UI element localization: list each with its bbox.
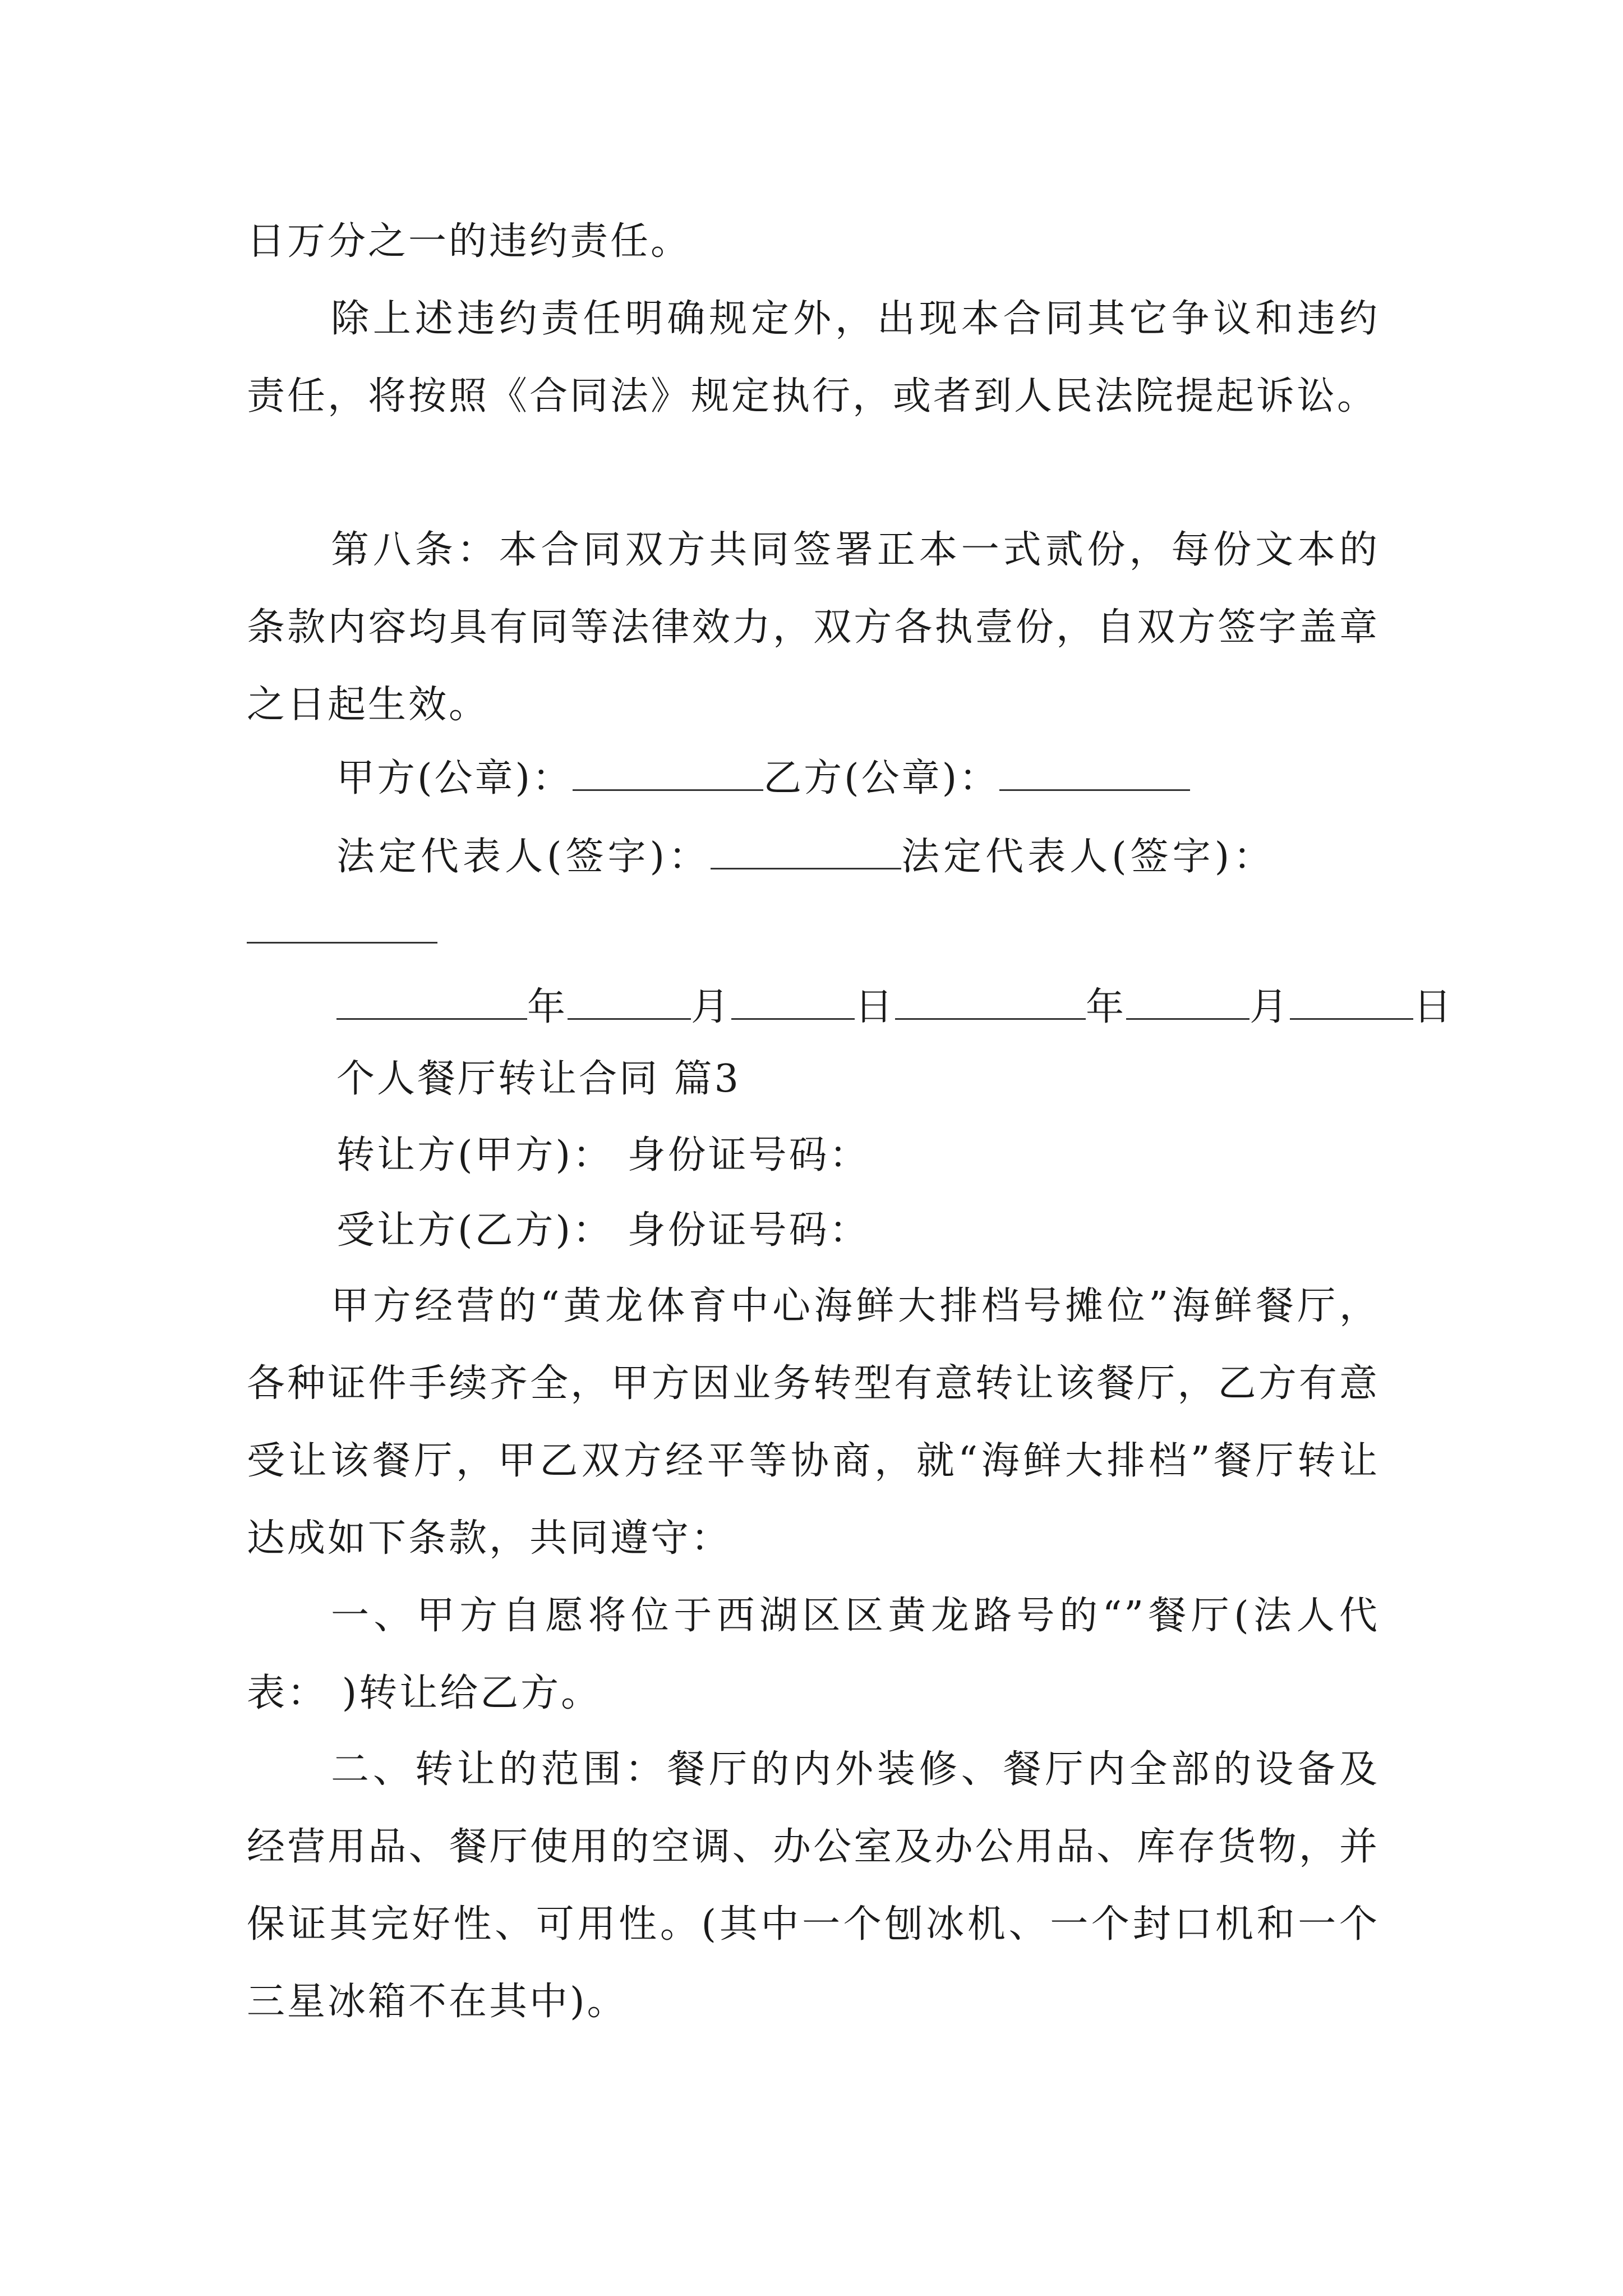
date-line — [336, 979, 1454, 1036]
party-b-year-label: 年 — [1086, 985, 1127, 1029]
party-a-month-blank — [568, 984, 691, 1020]
party-b-year-blank — [895, 984, 1086, 1020]
party-a-seal-blank — [573, 756, 763, 791]
party-a-seal-label: 甲方(公章)： — [336, 756, 573, 800]
party-b-seal-label: 乙方(公章)： — [763, 756, 1000, 800]
party-a-month-label: 月 — [691, 985, 732, 1029]
transferor-line: 转让方(甲方)： 身份证号码： — [336, 1133, 870, 1177]
party-a-year-blank — [336, 984, 527, 1020]
party-b-rep-blank — [247, 908, 437, 944]
transferee-line: 受让方(乙方)： 身份证号码： — [336, 1208, 870, 1253]
party-b-day-blank — [1290, 984, 1413, 1020]
paragraph-article-eight: 第八条：本合同双方共同签署正本一式贰份，每份文本的条款内容均具有同等法律效力，双方各执壹份，自双方签字盖章之日起生效。 — [247, 528, 1380, 727]
party-a-rep-label: 法定代表人(签字)： — [336, 835, 711, 879]
party-a-rep-blank — [711, 834, 901, 869]
party-b-day-label: 日 — [1413, 985, 1454, 1029]
party-b-rep-label: 法定代表人(签字)： — [901, 835, 1276, 879]
representative-continuation — [247, 903, 437, 959]
party-a-year-label: 年 — [527, 985, 568, 1029]
seal-line — [336, 751, 1190, 807]
section-title: 个人餐厅转让合同 篇3 — [336, 1057, 741, 1101]
paragraph-clause-one: 一、甲方自愿将位于西湖区区黄龙路号的“”餐厅(法人代表： )转让给乙方。 — [247, 1594, 1380, 1715]
paragraph-clause-two: 二、转让的范围：餐厅的内外装修、餐厅内全部的设备及经营用品、餐厅使用的空调、办公室及办公用品、库存货物，并保证其完好性、可用性。(其中一个刨冰机、一个封口机和一个三星冰箱不在其中)。 — [247, 1747, 1380, 2024]
party-a-day-blank — [731, 984, 855, 1020]
representative-line — [336, 829, 1275, 885]
party-b-month-blank — [1126, 984, 1249, 1020]
paragraph-other-disputes: 除上述违约责任明确规定外，出现本合同其它争议和违约责任，将按照《合同法》规定执行，或者到人民法院提起诉讼。 — [247, 297, 1380, 418]
party-b-seal-blank — [999, 756, 1190, 791]
party-b-month-label: 月 — [1249, 985, 1290, 1029]
paragraph-penalty-end: 日万分之一的违约责任。 — [247, 219, 691, 264]
party-a-day-label: 日 — [855, 985, 896, 1029]
paragraph-intro: 甲方经营的“黄龙体育中心海鲜大排档号摊位”海鲜餐厅，各种证件手续齐全，甲方因业务转型有意转让该餐厅，乙方有意受让该餐厅，甲乙双方经平等协商，就“海鲜大排档”餐厅转让达成如下条款，共同遵守： — [247, 1284, 1380, 1561]
